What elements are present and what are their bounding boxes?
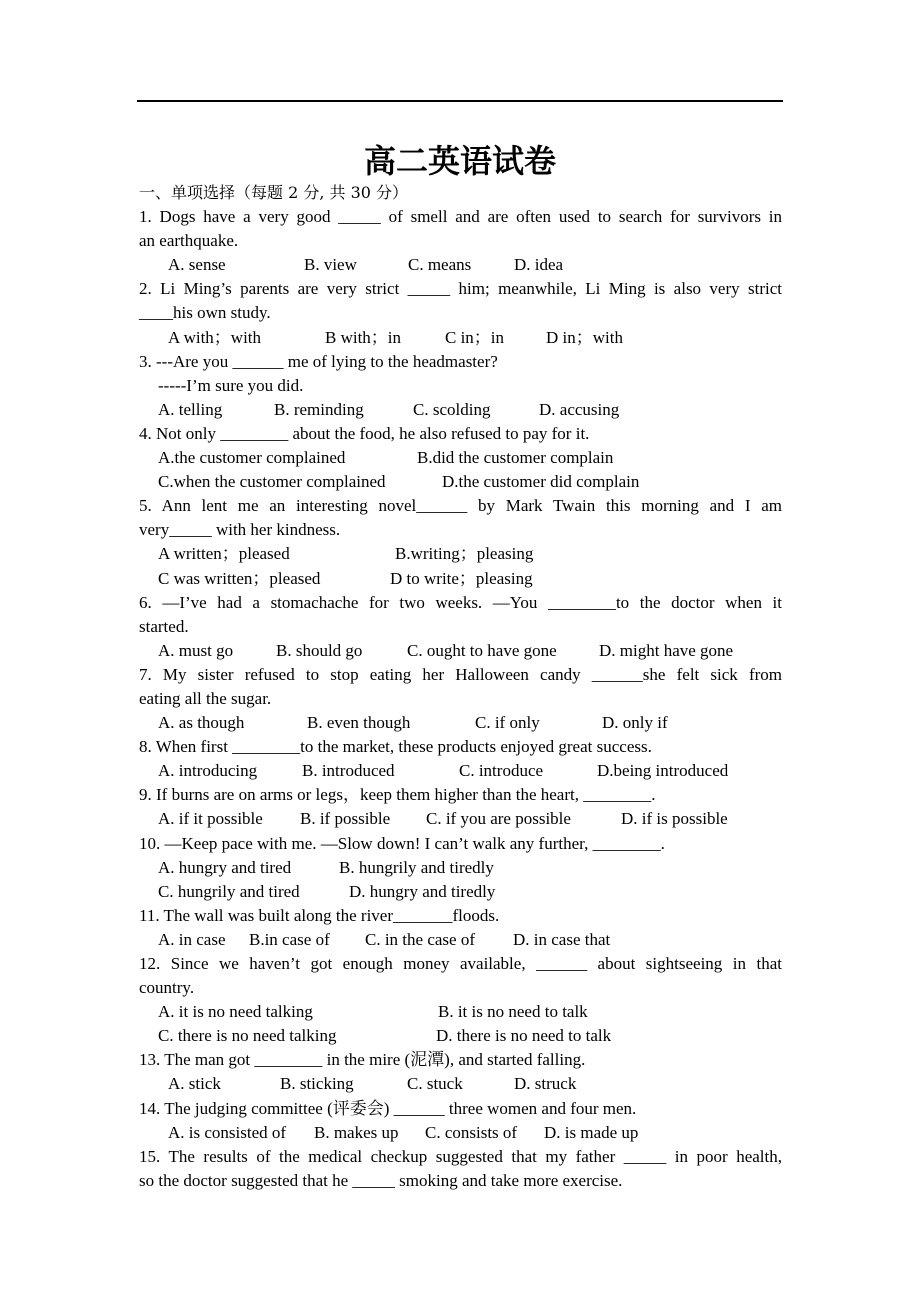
option-b: B. if possible xyxy=(300,809,391,829)
exam-content xyxy=(139,181,782,1193)
option-b: B. hungrily and tiredly xyxy=(339,857,494,877)
option-row xyxy=(139,880,782,904)
question-line: 8. When first ________to the market, these products enjoyed great success. xyxy=(139,737,652,757)
option-a: A with；with xyxy=(168,327,262,347)
option-d: D.being introduced xyxy=(597,761,729,781)
option-a: A written；pleased xyxy=(158,544,290,564)
option-a: A. introducing xyxy=(158,761,258,781)
option-row xyxy=(139,567,782,591)
option-c: C. ought to have gone xyxy=(407,640,557,660)
option-d: D. idea xyxy=(514,255,564,275)
question-line: country. xyxy=(139,978,195,998)
option-c: C. in the case of xyxy=(365,929,475,949)
option-d: D. hungry and tiredly xyxy=(349,881,496,901)
option-row xyxy=(139,326,782,350)
question-line: 6. —I’ve had a stomachache for two weeks. —You ________to the doctor when it xyxy=(139,592,782,612)
option-row xyxy=(139,807,782,831)
option-a: A. telling xyxy=(158,399,223,419)
option-row xyxy=(139,928,782,952)
option-b: B. introduced xyxy=(302,761,395,781)
option-row xyxy=(139,446,782,470)
option-c: C. stuck xyxy=(407,1074,463,1094)
question-line: 13. The man got ________ in the mire (泥潭), and started falling. xyxy=(139,1050,586,1070)
option-row xyxy=(139,1121,782,1145)
option-a: A. it is no need talking xyxy=(158,1002,313,1022)
option-b: B. should go xyxy=(276,640,363,660)
option-d: D. there is no need to talk xyxy=(436,1026,612,1046)
option-d: D.the customer did complain xyxy=(442,472,640,492)
option-d: D. only if xyxy=(602,713,668,733)
option-d: D. in case that xyxy=(513,929,611,949)
option-d: D. struck xyxy=(514,1074,577,1094)
option-b: B.writing；pleasing xyxy=(395,544,534,564)
question-line: an earthquake. xyxy=(139,231,239,251)
question-line: 10. —Keep pace with me. —Slow down! I can’t walk any further, ________. xyxy=(139,833,665,853)
question-line: 12. Since we haven’t got enough money available, ______ about sightseeing in that xyxy=(139,954,782,973)
option-b: B.in case of xyxy=(249,929,330,949)
option-c: C in；in xyxy=(445,327,505,347)
option-d: D in；with xyxy=(546,327,623,347)
option-d: D. might have gone xyxy=(599,640,734,660)
option-row xyxy=(139,1072,782,1096)
option-a: A.the customer complained xyxy=(158,448,346,468)
option-a: A. sense xyxy=(168,255,226,275)
option-b: B with；in xyxy=(325,327,402,347)
option-d: D. if is possible xyxy=(621,809,728,829)
option-row xyxy=(139,711,782,735)
question-line: 2. Li Ming’s parents are very strict _____ him; meanwhile, Li Ming is also very strict xyxy=(139,279,782,299)
option-c: C. means xyxy=(408,255,472,275)
option-a: A. stick xyxy=(168,1074,221,1094)
question-line: very_____ with her kindness. xyxy=(139,520,341,540)
option-row xyxy=(139,759,782,783)
option-b: B. makes up xyxy=(314,1122,399,1142)
option-a: A. must go xyxy=(158,640,234,660)
section-heading: 一、单项选择（每题 2 分, 共 30 分） xyxy=(139,183,409,202)
question-line: 1. Dogs have a very good _____ of smell and are often used to search for survivors in xyxy=(139,207,782,227)
question-line: ____his own study. xyxy=(139,303,271,323)
question-line: started. xyxy=(139,616,189,636)
option-c: C. scolding xyxy=(413,399,491,419)
question-line: so the doctor suggested that he _____ smoking and take more exercise. xyxy=(139,1170,623,1190)
option-b: B. sticking xyxy=(280,1074,354,1094)
option-row xyxy=(139,1024,782,1048)
option-a: A. hungry and tired xyxy=(158,857,292,877)
option-c: C. there is no need talking xyxy=(158,1026,337,1046)
option-row xyxy=(139,398,782,422)
option-a: A. in case xyxy=(158,929,226,949)
option-b: B. even though xyxy=(307,713,411,733)
option-d: D to write；pleasing xyxy=(390,568,533,588)
question-line: 5. Ann lent me an interesting novel______ by Mark Twain this morning and I am xyxy=(139,496,782,516)
question-line: 4. Not only ________ about the food, he also refused to pay for it. xyxy=(139,423,590,443)
question-line: 3. ---Are you ______ me of lying to the headmaster? xyxy=(139,351,498,371)
option-c: C. introduce xyxy=(459,761,544,781)
option-a: A. as though xyxy=(158,713,245,733)
option-row xyxy=(139,856,782,880)
question-line: -----I’m sure you did. xyxy=(158,375,304,395)
option-c: C was written；pleased xyxy=(158,568,321,588)
option-b: B. reminding xyxy=(274,399,364,419)
question-line: 7. My sister refused to stop eating her Halloween candy ______she felt sick from xyxy=(139,664,782,684)
question-line: 11. The wall was built along the river_______floods. xyxy=(139,905,500,925)
option-c: C. if you are possible xyxy=(426,809,571,829)
option-row xyxy=(139,470,782,494)
option-row xyxy=(139,639,782,663)
header-rule xyxy=(137,100,783,102)
option-c: C.when the customer complained xyxy=(158,472,386,492)
page-title: 高二英语试卷 xyxy=(363,142,556,180)
option-b: B. it is no need to talk xyxy=(438,1002,588,1022)
option-row xyxy=(139,1000,782,1024)
option-a: A. is consisted of xyxy=(168,1122,287,1142)
option-a: A. if it possible xyxy=(158,809,263,829)
question-line: 15. The results of the medical checkup suggested that my father _____ in poor health, xyxy=(139,1146,782,1166)
option-c: C. consists of xyxy=(425,1122,518,1142)
question-line: eating all the sugar. xyxy=(139,688,272,708)
option-c: C. if only xyxy=(475,713,540,733)
option-d: D. accusing xyxy=(539,399,620,419)
option-row xyxy=(139,253,782,277)
question-line: 14. The judging committee (评委会) ______ three women and four men. xyxy=(139,1098,637,1118)
question-line: 9. If burns are on arms or legs，keep them higher than the heart, ________. xyxy=(139,785,656,805)
option-b: B.did the customer complain xyxy=(417,448,614,468)
option-c: C. hungrily and tired xyxy=(158,881,300,901)
option-d: D. is made up xyxy=(544,1122,639,1142)
option-row xyxy=(139,542,782,566)
option-b: B. view xyxy=(304,255,357,275)
